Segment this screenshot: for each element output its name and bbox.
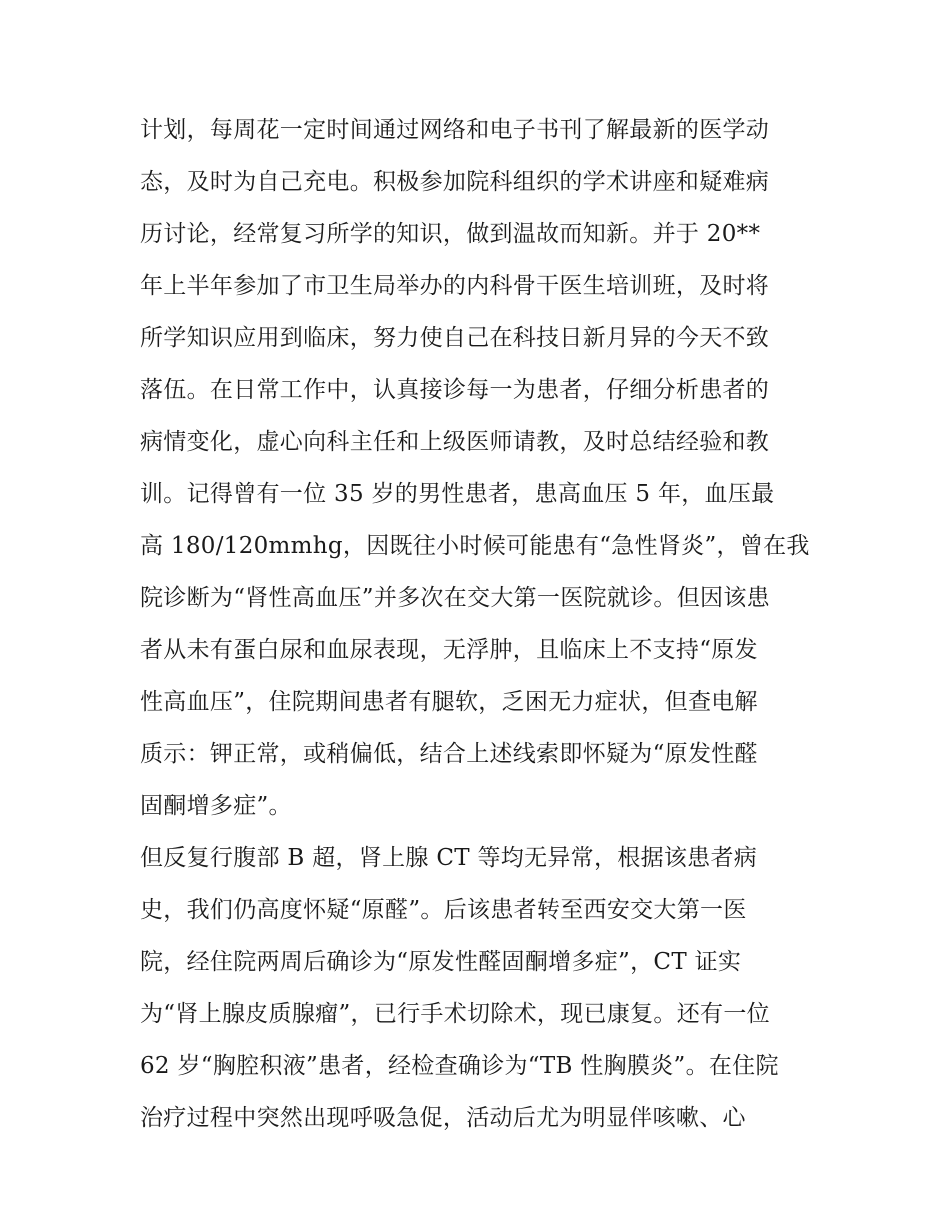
text-line: 为“肾上腺皮质腺瘤”，已行手术切除术，现已康复。还有一位: [140, 1001, 770, 1027]
text-line: 者从未有蛋白尿和血尿表现，无浮肿，且临床上不支持“原发: [140, 637, 758, 663]
text-line: 固酮增多症”。: [140, 793, 292, 819]
text-line: 质示：钾正常，或稍偏低，结合上述线索即怀疑为“原发性醛: [140, 741, 758, 767]
text-line: 性高血压”，住院期间患者有腿软，乏困无力症状，但查电解: [140, 689, 758, 715]
text-line: 计划，每周花一定时间通过网络和电子书刊了解最新的医学动: [140, 117, 770, 143]
document-body: [140, 104, 820, 1144]
text-line: 态，及时为自己充电。积极参加院科组织的学术讲座和疑难病: [140, 169, 770, 195]
text-line: 历讨论，经常复习所学的知识，做到温故而知新。并于 20**: [140, 221, 761, 247]
text-line: 院，经住院两周后确诊为“原发性醛固酮增多症”，CT 证实: [140, 949, 742, 975]
text-line: 病情变化，虚心向科主任和上级医师请教，及时总结经验和教: [140, 429, 770, 455]
text-line: 所学知识应用到临床，努力使自己在科技日新月异的今天不致: [140, 325, 770, 351]
text-line: 院诊断为“肾性高血压”并多次在交大第一医院就诊。但因该患: [140, 585, 770, 611]
text-line: 落伍。在日常工作中，认真接诊每一为患者，仔细分析患者的: [140, 377, 770, 403]
text-line: 但反复行腹部 B 超，肾上腺 CT 等均无异常，根据该患者病: [140, 845, 758, 871]
text-line: 史，我们仍高度怀疑“原醛”。后该患者转至西安交大第一医: [140, 897, 747, 923]
text-line: 年上半年参加了市卫生局举办的内科骨干医生培训班，及时将: [140, 273, 770, 299]
text-line: 治疗过程中突然出现呼吸急促，活动后尤为明显伴咳嗽、心: [140, 1105, 746, 1131]
text-line: 训。记得曾有一位 35 岁的男性患者，患高血压 5 年，血压最: [140, 481, 775, 507]
text-line: 高 180/120mmhg，因既往小时候可能患有“急性肾炎”，曾在我: [140, 533, 810, 559]
text-line: 62 岁“胸腔积液”患者，经检查确诊为“TB 性胸膜炎”。在住院: [140, 1053, 779, 1079]
